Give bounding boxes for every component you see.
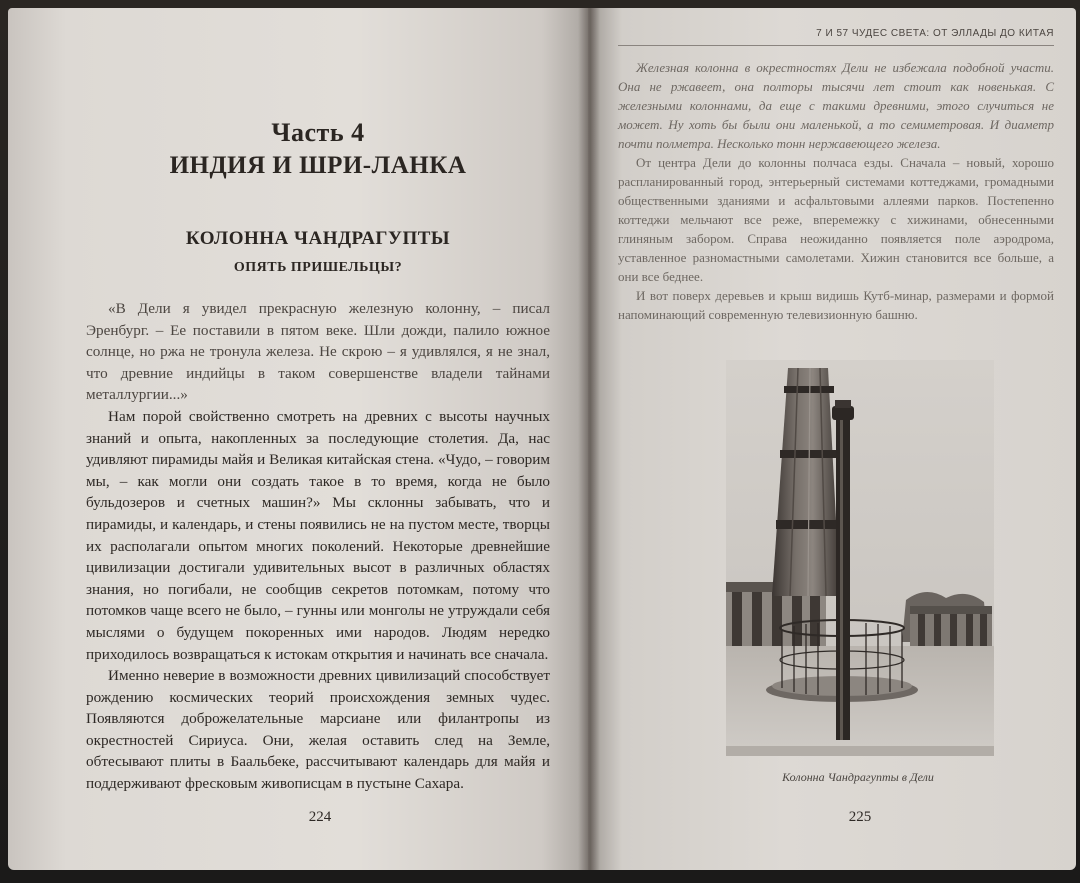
photo-illustration	[726, 360, 994, 756]
section-title: КОЛОННА ЧАНДРАГУПТЫ	[185, 228, 451, 249]
part-title: Часть 4	[271, 118, 365, 147]
book-gutter	[578, 8, 600, 870]
page-number: 225	[848, 809, 872, 825]
paragraph: «В Дели я увидел прекрасную железную колонну, – писал Эренбург. – Ее поставили в пятом веке. Шли дожди, палило южное солнце, но ржа не тронула железа. Не скрою – я удивлялся, я не знал, что древние индийцы в таком совершенстве владели тайнами металлургии...»	[86, 300, 550, 404]
section-subtitle: ОПЯТЬ ПРИШЕЛЬЦЫ?	[233, 260, 403, 275]
photo-qutb-minar-iron-pillar	[726, 360, 994, 756]
running-head: 7 И 57 ЧУДЕС СВЕТА: ОТ ЭЛЛАДЫ ДО КИТАЯ	[618, 28, 1054, 46]
paragraph: Железная колонна в окрестностях Дели не избежала подобной участи. Она не ржавеет, она полторы тысячи лет стоит как новенькая. С железными колоннами, да еще с такими древними, этого случиться не может. Ну хоть бы были они маленькой, а то семиметровая. И диаметр почти полметра. Несколько тонн нержавеющего железа.	[618, 60, 1054, 151]
paragraph: Нам порой свойственно смотреть на древних с высоты научных знаний и опыта, накопленных за последующие столетия. Да, нас удивляют пирамиды майя и Великая китайская стена. «Чудо, – говорим мы, – как могли они создать такое в то время, когда не было бульдозеров и счетных машин?» Мы склонны забывать, что и пирамиды, и календарь, и стены появились не на пустом месте, творцы их располагали опытом многих поколений. Некоторые древнейшие цивилизации достигали удивительных высот в различных областях знания, но погибали, не сообщив секретов потомкам, потому что потомков чаще всего не было, – гунны или монголы не утруждали себя мыслями о будущем покоренных ими народов. Людям нередко приходилось возвращаться к истокам открытия и начинать все сначала.	[86, 407, 550, 663]
paragraph: От центра Дели до колонны полчаса езды. Сначала – новый, хорошо распланированный город, энтерьерный системами коттеджами, громадными общественными зданиями и асфальтовыми аллеями парков. Постепенно коттеджи мельчают все реже, вперемежку с хижинами, обнесенными глиняным забором. Справа неожиданно появляется поле аэродрома, уставленное разномастными самолетами. Хижин становится все больше, а они все беднее.	[618, 155, 1054, 284]
left-page	[8, 8, 588, 870]
paragraph: Именно неверие в возможности древних цивилизаций способствует рождению космических теорий происхождения земных чудес. Появляются доброжелательные марсиане или филантропы из окрестностей Сириуса. Они, желая оставить след на Земле, обтесывают плиты в Баальбеке, рассчитывают календарь для майя и поддерживают фресковым живописцам в пустыне Сахара.	[86, 667, 550, 793]
right-page	[588, 8, 1076, 870]
photo-caption: Колонна Чандрагупты в Дели	[782, 770, 934, 784]
paragraph: И вот поверх деревьев и крыш видишь Кутб-минар, размерами и формой напоминающий современную телевизионную башню.	[618, 288, 1054, 322]
page-number: 224	[308, 809, 332, 825]
part-subtitle: ИНДИЯ И ШРИ-ЛАНКА	[169, 152, 467, 179]
